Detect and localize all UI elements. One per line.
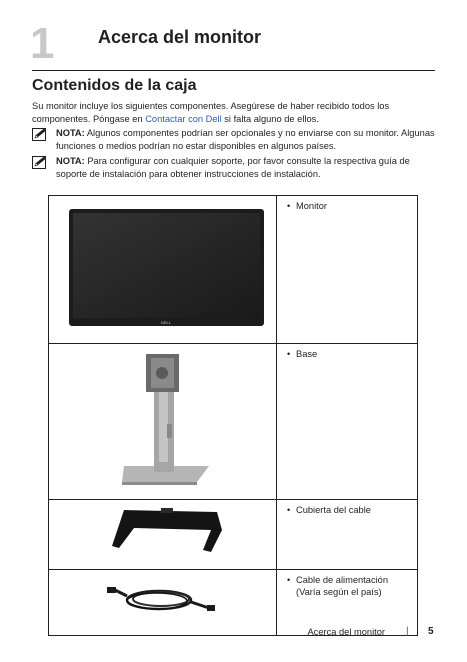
note-optional-components: [32, 127, 437, 153]
chapter-title: Acerca del monitor: [98, 27, 262, 47]
part-sublabel-power-cable: (Varía según el país): [296, 587, 382, 597]
chapter-number: 1: [30, 19, 55, 68]
monitor-image-cell: [49, 196, 277, 344]
heading-rule: [32, 70, 435, 71]
power-cable-image: [49, 570, 276, 630]
cable-cover-image-cell: [49, 500, 277, 570]
section-title: Contenidos de la caja: [32, 77, 197, 94]
table-row: DELL • Monitor: [49, 196, 418, 344]
table-row: • Base: [49, 344, 418, 500]
note-pencil-icon: [32, 156, 49, 169]
note-label: NOTA:: [56, 156, 85, 166]
box-contents-table: [48, 195, 418, 636]
dell-logo: DELL: [160, 320, 172, 325]
note-text: Para configurar con cualquier soporte, por favor consulte la respectiva guía de soporte de instalación para obtener instrucciones de instalación.: [56, 156, 410, 179]
table-row: • Cable de alimentación (Varía según el país): [49, 570, 418, 636]
contact-dell-link[interactable]: Contactar con Dell: [145, 114, 222, 124]
intro-line-2-start: componentes. Póngase en: [32, 114, 146, 124]
footer-chapter-name: Acerca del monitor: [307, 627, 385, 637]
note-pencil-icon: [32, 128, 49, 141]
intro-line-1: Su monitor incluye los siguientes componentes. Asegúrese de haber recibido todos los: [32, 101, 390, 111]
page-number: 5: [428, 626, 434, 637]
stand-image: [49, 344, 276, 494]
note-text: Algunos componentes podrían ser opcionales y no enviarse con su monitor. Algunas funciones o medios podrían no estar disponibles en algunos países.: [56, 128, 435, 151]
power-cable-image-cell: [49, 570, 277, 636]
table-row: • Cubierta del cable: [49, 500, 418, 570]
cable-cover-image: [49, 500, 276, 564]
part-label-cable-cover: Cubierta del cable: [296, 505, 371, 515]
part-label-power-cable: Cable de alimentación: [296, 575, 388, 585]
part-label-base: Base: [296, 349, 318, 359]
monitor-image: [49, 196, 276, 338]
part-label-monitor: Monitor: [296, 201, 328, 211]
stand-image-cell: [49, 344, 277, 500]
footer-separator: |: [406, 626, 409, 637]
note-label: NOTA:: [56, 128, 85, 138]
intro-line-2-end: si falta alguno de ellos.: [221, 114, 319, 124]
note-stand-setup: [32, 155, 437, 181]
intro-paragraph: [32, 100, 437, 126]
